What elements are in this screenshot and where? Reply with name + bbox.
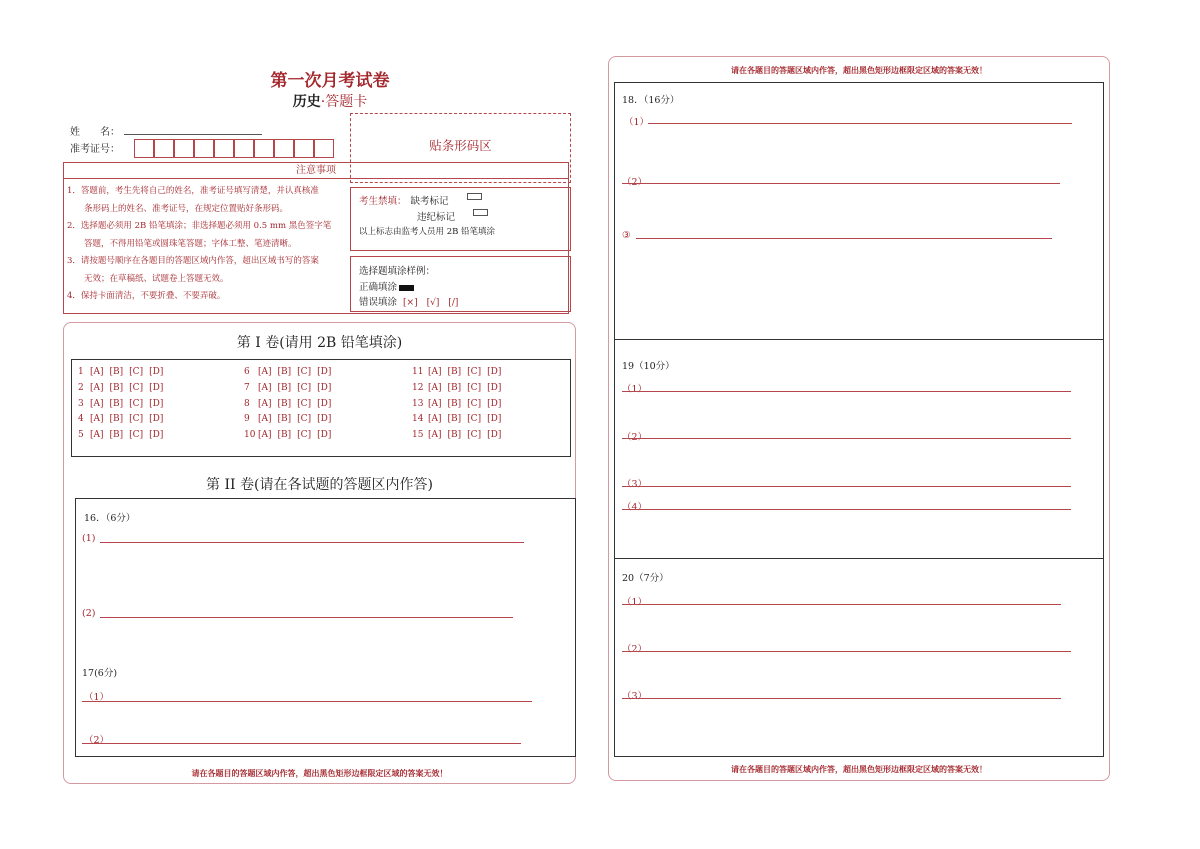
option-b[interactable]: [B] bbox=[277, 430, 292, 441]
option-a[interactable]: [A] bbox=[258, 430, 272, 441]
q18-sub1-label: （1） bbox=[624, 117, 650, 128]
option-a[interactable]: [A] bbox=[90, 414, 104, 425]
q17-sub2-line[interactable] bbox=[82, 743, 521, 744]
question-number: 3 bbox=[78, 398, 84, 409]
mc-column bbox=[244, 365, 337, 444]
option-c[interactable]: [C] bbox=[129, 430, 144, 441]
filled-mark-icon bbox=[399, 285, 414, 291]
absent-mark-box[interactable] bbox=[467, 193, 482, 200]
question-number: 6 bbox=[244, 367, 250, 377]
q20-sub1-label: （1） bbox=[622, 597, 648, 608]
mc-question-row[interactable] bbox=[244, 428, 337, 444]
question-number: 4 bbox=[78, 414, 84, 425]
option-c[interactable]: [C] bbox=[467, 430, 482, 441]
question-number: 8 bbox=[244, 398, 250, 409]
q18-sub3-line[interactable] bbox=[636, 238, 1052, 239]
q19-sub4-line[interactable] bbox=[622, 509, 1071, 510]
id-cell[interactable] bbox=[314, 139, 334, 158]
option-a[interactable]: [A] bbox=[428, 430, 442, 441]
right-footer-note: 请在各题目的答题区域内作答，超出黑色矩形边框限定区域的答案无效！ bbox=[731, 764, 987, 774]
q16-sub1-label: (1) bbox=[82, 533, 96, 544]
q19-sub1-label: （1） bbox=[622, 384, 648, 395]
option-d[interactable]: [D] bbox=[487, 414, 502, 425]
q16-sub1-line[interactable] bbox=[100, 542, 524, 543]
option-b[interactable]: [B] bbox=[277, 398, 292, 409]
option-b[interactable]: [B] bbox=[447, 398, 462, 409]
mc-question-row[interactable] bbox=[244, 412, 337, 428]
option-d[interactable]: [D] bbox=[149, 414, 164, 425]
question-number: 1 bbox=[78, 367, 84, 377]
q20-sub2-line[interactable] bbox=[622, 651, 1071, 652]
mc-question-row[interactable] bbox=[78, 381, 169, 397]
q19-divider bbox=[614, 558, 1104, 559]
question-number: 14 bbox=[412, 414, 424, 425]
question-number: 13 bbox=[412, 398, 424, 409]
mc-question-row[interactable] bbox=[244, 397, 337, 413]
id-cell[interactable] bbox=[194, 139, 214, 158]
notice-item: 4．保持卡面清洁，不要折叠、不要弄破。 bbox=[67, 291, 226, 301]
mc-question-row[interactable] bbox=[78, 428, 169, 444]
id-cell[interactable] bbox=[234, 139, 254, 158]
option-d[interactable]: [D] bbox=[487, 398, 502, 409]
q18-divider bbox=[614, 339, 1104, 340]
notice-item: 2．选择题必须用 2B 铅笔填涂；非选择题必须用 0.5 mm 黑色签字笔 bbox=[67, 221, 332, 231]
q20-sub2-label: （2） bbox=[622, 644, 648, 655]
option-a[interactable]: [A] bbox=[90, 398, 104, 409]
option-a[interactable]: [A] bbox=[428, 398, 442, 409]
notice-item: 3．请按题号顺序在各题目的答题区域内作答，超出区域书写的答案 bbox=[67, 256, 319, 266]
option-a[interactable]: [A] bbox=[90, 430, 104, 441]
violation-mark-label: 违纪标记 bbox=[417, 212, 456, 223]
mc-question-row[interactable] bbox=[412, 428, 507, 444]
barcode-area: 贴条形码区 bbox=[350, 113, 571, 183]
notice-item: 1．答题前，考生先将自己的姓名，准考证号填写清楚，并认真核准 bbox=[67, 186, 319, 196]
option-b[interactable]: [B] bbox=[447, 414, 462, 425]
option-c[interactable]: [C] bbox=[467, 414, 482, 425]
answer-card-label: 答题卡 bbox=[325, 94, 368, 110]
option-c[interactable]: [C] bbox=[297, 382, 312, 393]
q18-sub2-line[interactable] bbox=[622, 183, 1060, 184]
mc-question-row[interactable] bbox=[412, 365, 507, 381]
exam-title: 第一次月考试卷 bbox=[270, 71, 390, 91]
mc-column bbox=[78, 365, 169, 444]
id-label: 准考证号： bbox=[70, 144, 120, 155]
discipline-label: 考生禁填： bbox=[359, 196, 407, 207]
q19-sub1-line[interactable] bbox=[622, 391, 1071, 392]
notice-heading: 注意事项 bbox=[64, 163, 568, 179]
correct-fill-label: 正确填涂 bbox=[359, 282, 398, 293]
option-b[interactable]: [B] bbox=[109, 430, 124, 441]
option-a[interactable]: [A] bbox=[258, 382, 272, 393]
id-cell[interactable] bbox=[154, 139, 174, 158]
q17-sub1-line[interactable] bbox=[82, 701, 532, 702]
right-header-note: 请在各题目的答题区域内作答，超出黑色矩形边框限定区域的答案无效！ bbox=[731, 65, 987, 75]
option-b[interactable]: [B] bbox=[109, 398, 124, 409]
option-d[interactable]: [D] bbox=[317, 430, 332, 441]
option-b[interactable]: [B] bbox=[277, 414, 292, 425]
option-c[interactable]: [C] bbox=[297, 430, 312, 441]
q17-sub1-label: （1） bbox=[84, 692, 110, 703]
q16-q17-answer-box bbox=[75, 498, 576, 757]
notice-item: 答题，不得用铅笔或圆珠笔答题；字体工整、笔迹清晰。 bbox=[67, 238, 297, 249]
option-c[interactable]: [C] bbox=[297, 414, 312, 425]
q19-sub4-label: （4） bbox=[622, 502, 648, 513]
mc-question-row[interactable] bbox=[78, 365, 169, 381]
option-c[interactable]: [C] bbox=[467, 398, 482, 409]
id-cell[interactable] bbox=[254, 139, 274, 158]
absent-mark-label: 缺考标记 bbox=[410, 196, 449, 207]
question-number: 15 bbox=[412, 430, 424, 441]
option-b[interactable]: [B] bbox=[109, 414, 124, 425]
q16-sub2-line[interactable] bbox=[100, 617, 513, 618]
part1-title: 第 I 卷(请用 2B 铅笔填涂) bbox=[236, 335, 403, 351]
mc-question-row[interactable] bbox=[412, 412, 507, 428]
option-a[interactable]: [A] bbox=[428, 367, 442, 377]
q19-sub3-line[interactable] bbox=[622, 486, 1071, 487]
violation-mark-box[interactable] bbox=[473, 209, 488, 216]
discipline-note: 以上标志由监考人员用 2B 铅笔填涂 bbox=[359, 227, 496, 237]
option-d[interactable]: [D] bbox=[149, 382, 164, 393]
wrong-fill-label: 错误填涂 bbox=[359, 297, 398, 308]
option-d[interactable]: [D] bbox=[317, 398, 332, 409]
option-a[interactable]: [A] bbox=[428, 414, 442, 425]
option-c[interactable]: [C] bbox=[129, 367, 144, 377]
option-d[interactable]: [D] bbox=[317, 414, 332, 425]
mc-question-row[interactable] bbox=[244, 381, 337, 397]
option-a[interactable]: [A] bbox=[258, 414, 272, 425]
option-b[interactable]: [B] bbox=[447, 367, 462, 377]
mc-question-row[interactable] bbox=[78, 397, 169, 413]
q18-sub1-line[interactable] bbox=[648, 123, 1072, 124]
question-number: 11 bbox=[412, 367, 424, 377]
option-b[interactable]: [B] bbox=[447, 382, 462, 393]
option-c[interactable]: [C] bbox=[467, 367, 482, 377]
option-b[interactable]: [B] bbox=[447, 430, 462, 441]
id-cell[interactable] bbox=[294, 139, 314, 158]
id-cell[interactable] bbox=[274, 139, 294, 158]
mc-question-row[interactable] bbox=[78, 412, 169, 428]
option-d[interactable]: [D] bbox=[487, 430, 502, 441]
left-footer-note: 请在各题目的答题区域内作答，超出黑色矩形边框限定区域的答案无效！ bbox=[191, 768, 448, 778]
q18-sub3-label: ③ bbox=[622, 230, 631, 241]
q20-sub3-label: （3） bbox=[622, 691, 648, 702]
option-a[interactable]: [A] bbox=[258, 367, 272, 377]
option-c[interactable]: [C] bbox=[129, 398, 144, 409]
notice-item: 条形码上的姓名、准考证号，在规定位置贴好条形码。 bbox=[67, 203, 289, 214]
name-label: 姓 名： bbox=[70, 127, 120, 138]
wrong-fill-marks: [×] [√] [/] bbox=[403, 298, 459, 308]
option-d[interactable]: [D] bbox=[487, 367, 502, 377]
mc-question-row[interactable] bbox=[244, 365, 337, 381]
option-c[interactable]: [C] bbox=[129, 382, 144, 393]
option-c[interactable]: [C] bbox=[297, 367, 312, 377]
question-number: 2 bbox=[78, 382, 84, 393]
option-a[interactable]: [A] bbox=[90, 367, 104, 377]
option-a[interactable]: [A] bbox=[258, 398, 272, 409]
name-field[interactable] bbox=[124, 134, 262, 135]
option-a[interactable]: [A] bbox=[90, 382, 104, 393]
q20-title: 20（7分） bbox=[622, 573, 669, 584]
id-cell[interactable] bbox=[214, 139, 234, 158]
q19-title: 19（10分） bbox=[622, 361, 675, 372]
subject-label: 历史 bbox=[292, 94, 321, 110]
option-d[interactable]: [D] bbox=[317, 367, 332, 377]
option-b[interactable]: [B] bbox=[109, 367, 124, 377]
sample-title: 选择题填涂样例： bbox=[359, 266, 436, 277]
q18-sub2-label: （2） bbox=[622, 177, 648, 188]
fill-sample-box bbox=[350, 256, 571, 312]
q19-sub2-line[interactable] bbox=[622, 438, 1071, 439]
option-c[interactable]: [C] bbox=[129, 414, 144, 425]
option-c[interactable]: [C] bbox=[297, 398, 312, 409]
id-number-cells[interactable] bbox=[134, 139, 334, 158]
option-b[interactable]: [B] bbox=[109, 382, 124, 393]
option-c[interactable]: [C] bbox=[467, 382, 482, 393]
exam-subtitle bbox=[230, 91, 430, 111]
q19-sub2-label: （2） bbox=[622, 432, 648, 443]
question-number: 9 bbox=[244, 414, 250, 425]
q19-sub3-label: （3） bbox=[622, 479, 648, 490]
option-d[interactable]: [D] bbox=[149, 367, 164, 377]
id-cell[interactable] bbox=[134, 139, 154, 158]
part2-title: 第 II 卷(请在各试题的答题区内作答) bbox=[206, 477, 433, 493]
option-d[interactable]: [D] bbox=[317, 382, 332, 393]
q20-sub1-line[interactable] bbox=[622, 604, 1061, 605]
question-number: 12 bbox=[412, 382, 424, 393]
mc-question-row[interactable] bbox=[412, 381, 507, 397]
mc-question-row[interactable] bbox=[412, 397, 507, 413]
q16-sub2-label: (2) bbox=[82, 608, 96, 619]
q17-title: 17(6分) bbox=[82, 668, 118, 679]
multiple-choice-grid bbox=[71, 359, 571, 457]
q18-title: 18．（16分） bbox=[622, 95, 680, 106]
q16-title: 16．（6分） bbox=[84, 513, 136, 524]
subtitle-sep: · bbox=[320, 94, 326, 110]
question-number: 7 bbox=[244, 382, 250, 393]
mc-column bbox=[412, 365, 507, 444]
id-cell[interactable] bbox=[174, 139, 194, 158]
option-d[interactable]: [D] bbox=[149, 430, 164, 441]
discipline-box bbox=[350, 187, 571, 251]
q20-sub3-line[interactable] bbox=[622, 698, 1061, 699]
option-b[interactable]: [B] bbox=[277, 367, 292, 377]
q17-sub2-label: （2） bbox=[84, 735, 110, 746]
question-number: 5 bbox=[78, 430, 84, 441]
notice-item: 无效；在草稿纸、试题卷上答题无效。 bbox=[67, 273, 229, 284]
option-a[interactable]: [A] bbox=[428, 382, 442, 393]
option-d[interactable]: [D] bbox=[487, 382, 502, 393]
question-number: 10 bbox=[244, 430, 256, 441]
option-d[interactable]: [D] bbox=[149, 398, 164, 409]
option-b[interactable]: [B] bbox=[277, 382, 292, 393]
